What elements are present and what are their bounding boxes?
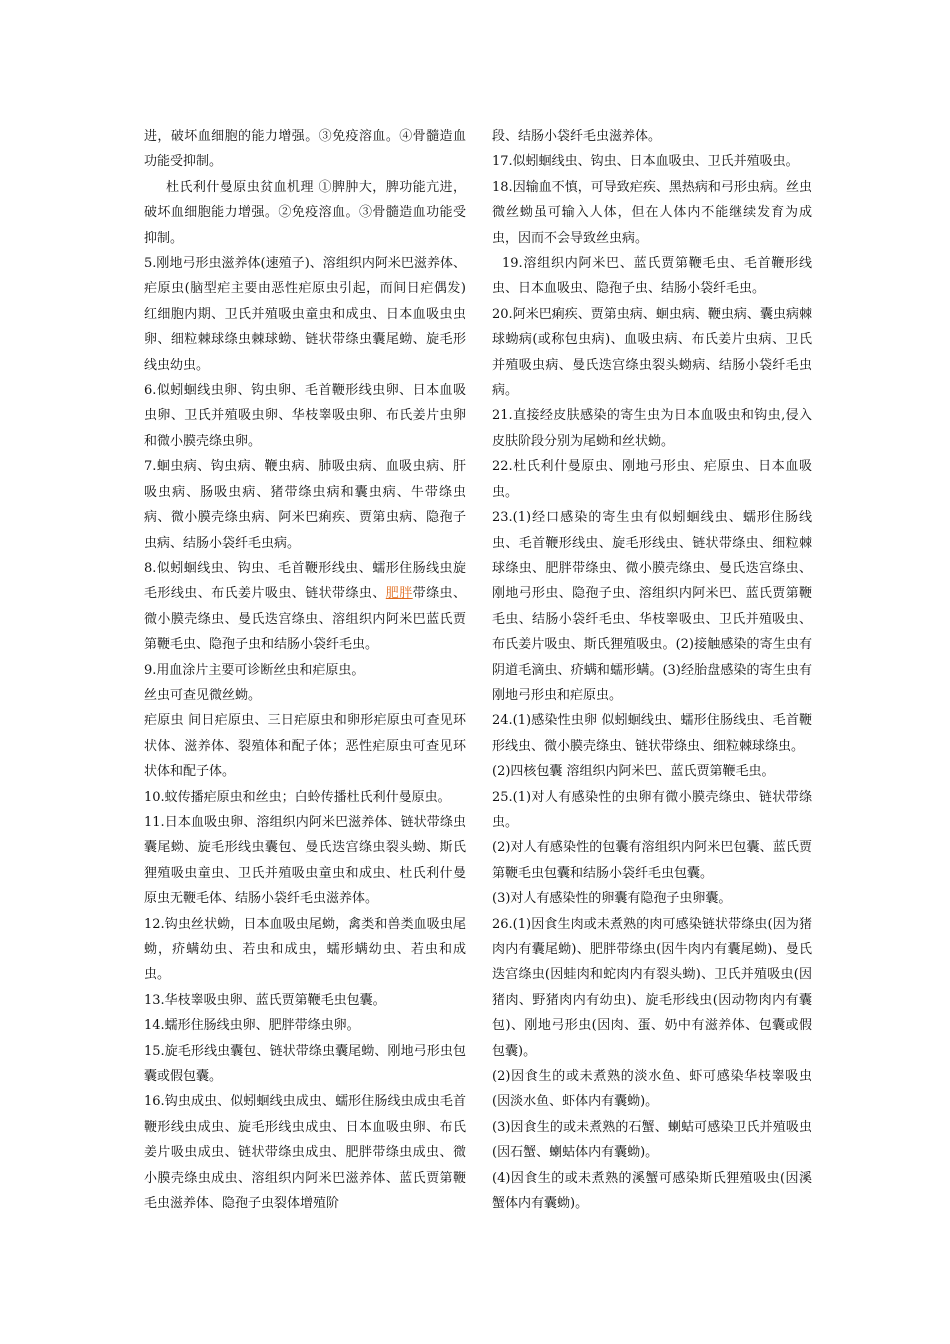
paragraph: 18.因输血不慎，可导致疟疾、黑热病和弓形虫病。丝虫微丝蚴虽可输入人体，但在人体内不能继续发育为成虫，因而不会导致丝虫病。 bbox=[492, 179, 812, 246]
paragraph: 进，破坏血细胞的能力增强。③免疫溶血。④骨髓造血功能受抑制。 bbox=[144, 129, 466, 170]
paragraph: 10.蚊传播疟原虫和丝虫；白蛉传播杜氏利什曼原虫。 bbox=[144, 789, 451, 805]
paragraph: (3)对人有感染性的卵囊有隐孢子虫卵囊。 bbox=[492, 891, 732, 907]
paragraph: (3)因食生的或未煮熟的石蟹、蝲蛄可感染卫氏并殖吸虫(因石蟹、蝲蛄体内有囊蚴)。 bbox=[492, 1119, 812, 1161]
paragraph: 17.似蚓蛔线虫、钩虫、日本血吸虫、卫氏并殖吸虫。 bbox=[492, 154, 799, 170]
paragraph: 21.直接经皮肤感染的寄生虫为日本血吸虫和钩虫,侵入皮肤阶段分别为尾蚴和丝状蚴。 bbox=[492, 408, 812, 449]
paragraph: 23.(1)经口感染的寄生虫有似蚓蛔线虫、蠕形住肠线虫、毛首鞭形线虫、旋毛形线虫、链状带绦虫、细粒棘球绦虫、肥胖带绦虫、微小膜壳绦虫、曼氏迭宫绦虫、刚地弓形虫、隐孢子虫、溶组织内阿米巴、蓝氏贾第鞭毛虫、结肠小袋纤毛虫、华枝睾吸虫、卫氏并殖吸虫、布氏姜片吸虫、斯氏狸殖吸虫。(2)接触感染的寄生虫有阴道毛滴虫、疥螨和蠕形螨。(3)经胎盘感染的寄生虫有刚地弓形虫和疟原虫。 bbox=[492, 510, 812, 703]
paragraph: 段、结肠小袋纤毛虫滋养体。 bbox=[492, 129, 662, 144]
paragraph: 丝虫可查见微丝蚴。 bbox=[144, 687, 262, 703]
paragraph: 19.溶组织内阿米巴、蓝氏贾第鞭毛虫、毛首鞭形线虫、日本血吸虫、隐孢子虫、结肠小袋纤毛虫。 bbox=[492, 256, 812, 297]
paragraph: 9.用血涂片主要可诊断丝虫和疟原虫。 bbox=[144, 662, 365, 678]
paragraph: 11.日本血吸虫卵、溶组织内阿米巴滋养体、链状带绦虫囊尾蚴、旋毛形线虫囊包、曼氏迭宫绦虫裂头蚴、斯氏狸殖吸虫童虫、卫氏并殖吸虫童虫和成虫、杜氏利什曼原虫无鞭毛体、结肠小袋纤毛虫滋养体。 bbox=[144, 814, 466, 907]
paragraph: 5.刚地弓形虫滋养体(速殖子)、溶组织内阿米巴滋养体、疟原虫(脑型疟主要由恶性疟原虫引起，而间日疟偶发)红细胞内期、卫氏并殖吸虫童虫和成虫、日本血吸虫虫卵、细粒棘球绦虫棘球蚴、链状带绦虫囊尾蚴、旋毛形线虫幼虫。 bbox=[144, 256, 466, 373]
paragraph bbox=[144, 556, 466, 658]
paragraph: 22.杜氏利什曼原虫、刚地弓形虫、疟原虫、日本血吸虫。 bbox=[492, 459, 812, 500]
text-segment: 8.似蚓蛔线虫、钩虫、毛首鞭形线虫、蠕形住肠线虫旋毛形线虫、布氏姜片吸虫、链状带绦虫、 bbox=[144, 560, 466, 602]
paragraph: 16.钩虫成虫、似蚓蛔线虫成虫、蠕形住肠线虫成虫毛首鞭形线虫成虫、旋毛形线虫成虫、日本血吸虫卵、布氏姜片吸虫成虫、链状带绦虫成虫、肥胖带绦虫成虫、微小膜壳绦虫成虫、溶组织内阿米巴滋养体、蓝氏贾第鞭毛虫滋养体、隐孢子虫裂体增殖阶 bbox=[144, 1094, 466, 1212]
paragraph: 14.蠕形住肠线虫卵、肥胖带绦虫卵。 bbox=[144, 1018, 360, 1034]
paragraph: (2)因食生的或未煮熟的淡水鱼、虾可感染华枝睾吸虫(因淡水鱼、虾体内有囊蚴)。 bbox=[492, 1069, 812, 1110]
paragraph: 12.钩虫丝状蚴，日本血吸虫尾蚴，禽类和兽类血吸虫尾蚴，疥螨幼虫、若虫和成虫，蠕形螨幼虫、若虫和成虫。 bbox=[144, 916, 466, 983]
paragraph: 杜氏利什曼原虫贫血机理 ①脾肿大，脾功能亢进，破坏血细胞能力增强。②免疫溶血。③骨髓造血功能受抑制。 bbox=[144, 179, 466, 246]
text-segment: 带绦虫、微小膜壳绦虫、曼氏迭宫绦虫、溶组织内阿米巴蓝氏贾第鞭毛虫、隐孢子虫和结肠小袋纤毛虫。 bbox=[144, 586, 466, 653]
keyword-link[interactable]: 肥胖 bbox=[385, 586, 413, 602]
left-column bbox=[144, 124, 466, 1216]
paragraph: 20.阿米巴痢疾、贾第虫病、蛔虫病、鞭虫病、囊虫病棘球蚴病(或称包虫病)、血吸虫病、布氏姜片虫病、卫氏并殖吸虫病、曼氏迭宫绦虫裂头蚴病、结肠小袋纤毛虫病。 bbox=[492, 306, 812, 399]
paragraph: 24.(1)感染性虫卵 似蚓蛔线虫、蠕形住肠线虫、毛首鞭形线虫、微小膜壳绦虫、链状带绦虫、细粒棘球绦虫。 bbox=[492, 713, 812, 754]
paragraph: 6.似蚓蛔线虫卵、钩虫卵、毛首鞭形线虫卵、日本血吸虫卵、卫氏并殖吸虫卵、华枝睾吸虫卵、布氏姜片虫卵和微小膜壳绦虫卵。 bbox=[144, 383, 466, 449]
paragraph: 25.(1)对人有感染性的虫卵有微小膜壳绦虫、链状带绦虫。 bbox=[492, 789, 812, 830]
paragraph: 26.(1)因食生肉或未煮熟的肉可感染链状带绦虫(因为猪肉内有囊尾蚴)、肥胖带绦虫(因牛肉内有囊尾蚴)、曼氏迭宫绦虫(因蛙肉和蛇肉内有裂头蚴)、卫氏并殖吸虫(因猪肉、野猪肉内有幼虫)、旋毛形线虫(因动物肉内有囊包)、刚地弓形虫(因肉、蛋、奶中有滋养体、包囊或假包囊)。 bbox=[492, 916, 812, 1059]
right-column bbox=[492, 124, 812, 1216]
paragraph: 疟原虫 间日疟原虫、三日疟原虫和卵形疟原虫可查见环状体、滋养体、裂殖体和配子体；恶性疟原虫可查见环状体和配子体。 bbox=[144, 713, 466, 780]
paragraph: 13.华枝睾吸虫卵、蓝氏贾第鞭毛虫包囊。 bbox=[144, 992, 386, 1008]
paragraph: 7.蛔虫病、钩虫病、鞭虫病、肺吸虫病、血吸虫病、肝吸虫病、肠吸虫病、猪带绦虫病和囊虫病、牛带绦虫病、微小膜壳绦虫病、阿米巴痢疾、贾第虫病、隐孢子虫病、结肠小袋纤毛虫病。 bbox=[144, 459, 466, 551]
paragraph: (2)四核包囊 溶组织内阿米巴、蓝氏贾第鞭毛虫。 bbox=[492, 764, 775, 780]
paragraph: 15.旋毛形线虫囊包、链状带绦虫囊尾蚴、刚地弓形虫包囊或假包囊。 bbox=[144, 1043, 466, 1085]
paragraph: (4)因食生的或未煮熟的溪蟹可感染斯氏狸殖吸虫(因溪蟹体内有囊蚴)。 bbox=[492, 1170, 812, 1212]
paragraph: (2)对人有感染性的包囊有溶组织内阿米巴包囊、蓝氏贾第鞭毛虫包囊和结肠小袋纤毛虫包囊。 bbox=[492, 840, 812, 881]
